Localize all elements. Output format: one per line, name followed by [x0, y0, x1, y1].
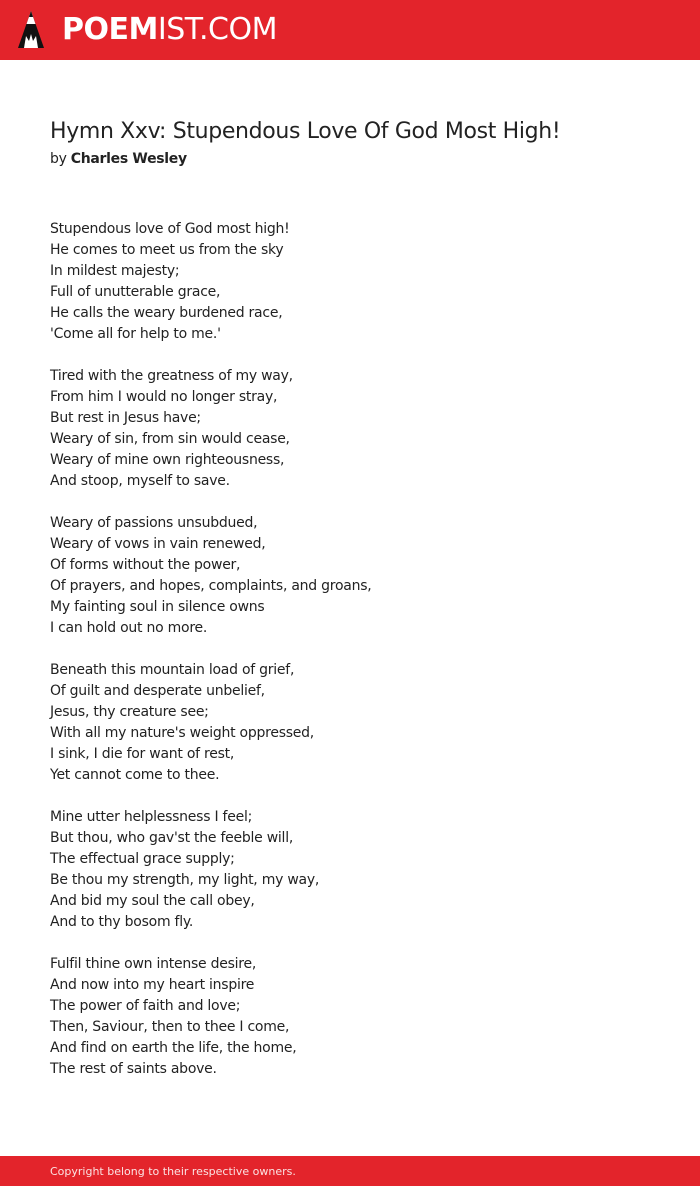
poem-line: The rest of saints above. [50, 1061, 217, 1077]
poem-line: With all my nature's weight oppressed, [50, 725, 314, 741]
stanza [50, 513, 650, 639]
poem-title: Hymn Xxv: Stupendous Love Of God Most High! [50, 119, 561, 144]
poem-line: Of prayers, and hopes, complaints, and groans, [50, 578, 372, 594]
poem-line: The effectual grace supply; [50, 851, 235, 867]
stanza [50, 660, 650, 786]
poem-line: Weary of passions unsubdued, [50, 515, 258, 531]
poem-line: Weary of mine own righteousness, [50, 452, 285, 468]
poem-body [50, 219, 650, 1101]
poem-line: 'Come all for help to me.' [50, 326, 221, 342]
author-name: Charles Wesley [70, 151, 187, 167]
poem-line: Be thou my strength, my light, my way, [50, 872, 320, 888]
poem-line: He calls the weary burdened race, [50, 305, 283, 321]
stanza [50, 954, 650, 1080]
poem-line: Stupendous love of God most high! [50, 221, 290, 237]
poem-line: I sink, I die for want of rest, [50, 746, 235, 762]
poem-line: Weary of sin, from sin would cease, [50, 431, 290, 447]
logo-light: IST.COM [157, 12, 277, 47]
poem-line: Yet cannot come to thee. [50, 767, 220, 783]
poem-line: But thou, who gav'st the feeble will, [50, 830, 294, 846]
copyright-text: Copyright belong to their respective owners. [50, 1165, 296, 1178]
pencil-tip-icon[interactable] [16, 10, 46, 50]
site-footer [0, 1156, 700, 1186]
poem-line: Of guilt and desperate unbelief, [50, 683, 265, 699]
poem-line: And find on earth the life, the home, [50, 1040, 297, 1056]
by-label: by [50, 151, 67, 167]
poem-line: Of forms without the power, [50, 557, 241, 573]
poem-line: But rest in Jesus have; [50, 410, 201, 426]
poem-line: And now into my heart inspire [50, 977, 255, 993]
poem-line: From him I would no longer stray, [50, 389, 278, 405]
site-logo[interactable] [62, 11, 277, 49]
poem-line: Full of unutterable grace, [50, 284, 221, 300]
poem-line: Jesus, thy creature see; [50, 704, 209, 720]
poem-line: The power of faith and love; [50, 998, 241, 1014]
poem-line: I can hold out no more. [50, 620, 208, 636]
poem-line: Weary of vows in vain renewed, [50, 536, 266, 552]
poem-line: Mine utter helplessness I feel; [50, 809, 253, 825]
poem-line: Beneath this mountain load of grief, [50, 662, 295, 678]
poem-line: And stoop, myself to save. [50, 473, 230, 489]
poem-line: Fulfil thine own intense desire, [50, 956, 257, 972]
poem-line: He comes to meet us from the sky [50, 242, 284, 258]
stanza [50, 807, 650, 933]
poem-line: Tired with the greatness of my way, [50, 368, 293, 384]
poem-line: In mildest majesty; [50, 263, 180, 279]
poem-line: Then, Saviour, then to thee I come, [50, 1019, 290, 1035]
stanza [50, 219, 650, 345]
poem-line: My fainting soul in silence owns [50, 599, 265, 615]
poem-line: And to thy bosom fly. [50, 914, 194, 930]
stanza [50, 366, 650, 492]
byline [50, 149, 187, 169]
site-header [0, 0, 700, 60]
poem-line: And bid my soul the call obey, [50, 893, 255, 909]
logo-bold: POEM [62, 12, 158, 47]
